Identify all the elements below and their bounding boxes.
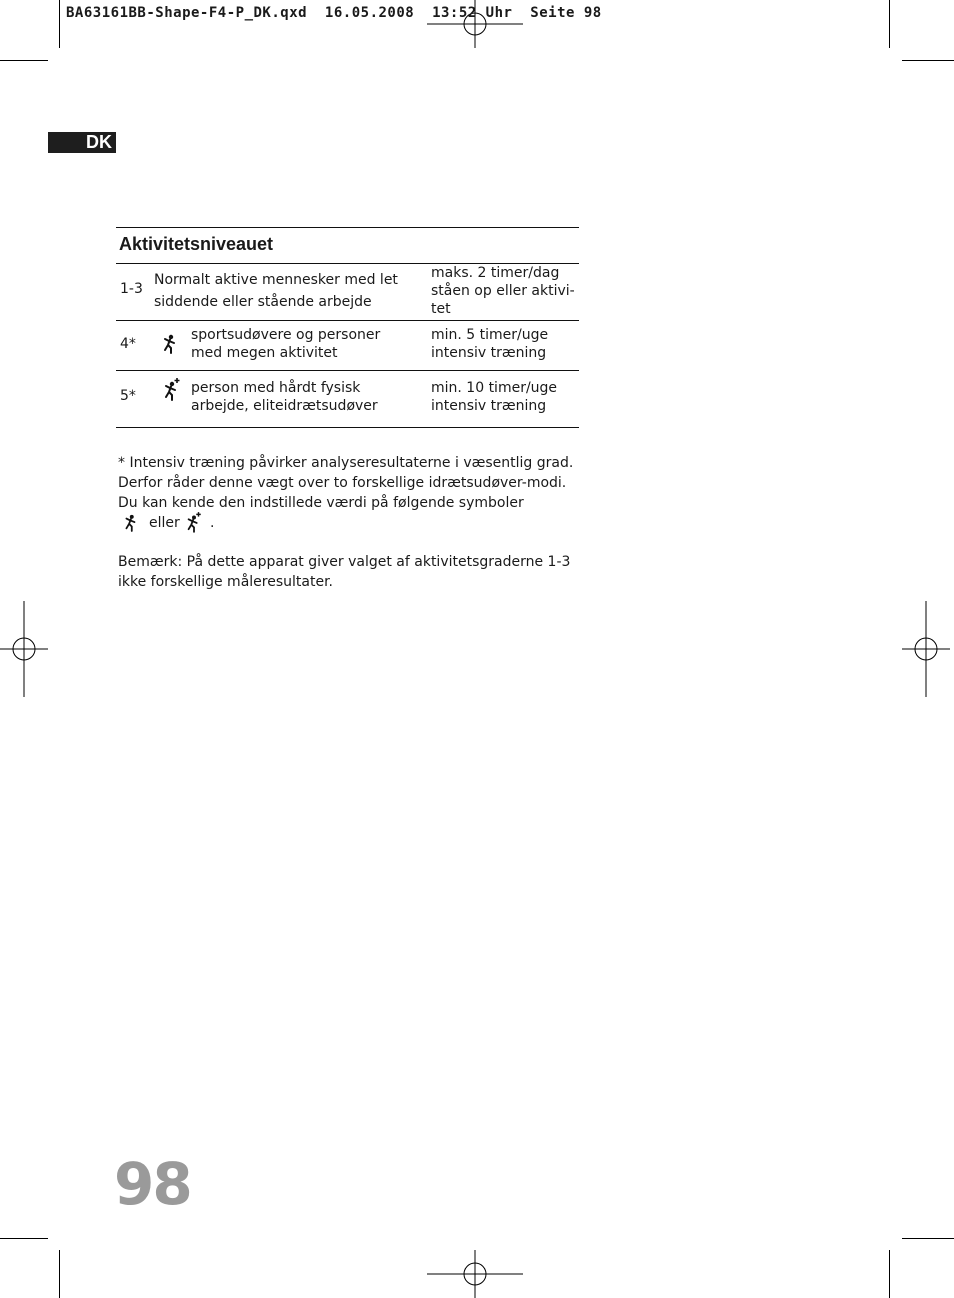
crop-mark	[0, 1238, 48, 1239]
symbol-line	[118, 513, 588, 533]
level-cell: 1-3	[120, 281, 143, 297]
crop-mark	[902, 1238, 954, 1239]
duration-cell: maks. 2 timer/dag ståen op eller aktivi- tet	[431, 265, 575, 317]
duration-cell: min. 5 timer/uge intensiv træning	[431, 327, 549, 361]
registration-mark-icon	[902, 601, 950, 697]
remark-line: Bemærk: På dette apparat giver valget af aktivitetsgraderne 1-3	[118, 554, 571, 570]
level-cell: 4*	[120, 336, 136, 352]
registration-mark-icon	[0, 601, 48, 697]
athlete-icon	[160, 334, 178, 354]
crop-mark	[902, 60, 954, 61]
description-cell: Normalt aktive mennesker med let siddende eller stående arbejde	[154, 272, 398, 310]
print-slug: BA63161BB-Shape-F4-P_DK.qxd 16.05.2008 13:52 Uhr Seite 98	[66, 5, 602, 21]
registration-mark-icon	[427, 1250, 523, 1298]
footnote-line: * Intensiv træning påvirker analyseresultaterne i væsentlig grad.	[118, 455, 574, 471]
crop-mark	[59, 1250, 60, 1298]
footnote-line: Du kan kende den indstillede værdi på følgende symboler	[118, 495, 524, 511]
table-title: Aktivitetsniveauet	[116, 228, 579, 264]
symbol-or-text: eller	[149, 515, 180, 531]
language-tab: DK	[48, 132, 116, 153]
activity-level-table	[116, 227, 579, 428]
crop-mark	[889, 0, 890, 48]
crop-mark	[59, 0, 60, 48]
level-cell: 5*	[120, 388, 136, 404]
crop-mark	[0, 60, 48, 61]
table-row	[116, 370, 579, 427]
description-cell: person med hårdt fysisk arbejde, eliteidrætsudøver	[191, 380, 378, 414]
table-row	[116, 320, 579, 370]
duration-cell: min. 10 timer/uge intensiv træning	[431, 380, 558, 414]
description-cell: sportsudøvere og personer med megen aktivitet	[191, 327, 381, 361]
footnote-line: Derfor råder denne vægt over to forskellige idrætsudøver-modi.	[118, 475, 567, 491]
athlete-icon	[122, 514, 138, 532]
footnote-block	[118, 453, 588, 592]
symbol-end-text: .	[210, 515, 215, 531]
crop-mark	[889, 1250, 890, 1298]
elite-athlete-icon	[162, 377, 182, 401]
page-number: 98	[114, 1150, 191, 1218]
elite-athlete-icon	[185, 511, 203, 533]
table-row	[116, 264, 579, 320]
remark-line: ikke forskellige måleresultater.	[118, 574, 333, 590]
